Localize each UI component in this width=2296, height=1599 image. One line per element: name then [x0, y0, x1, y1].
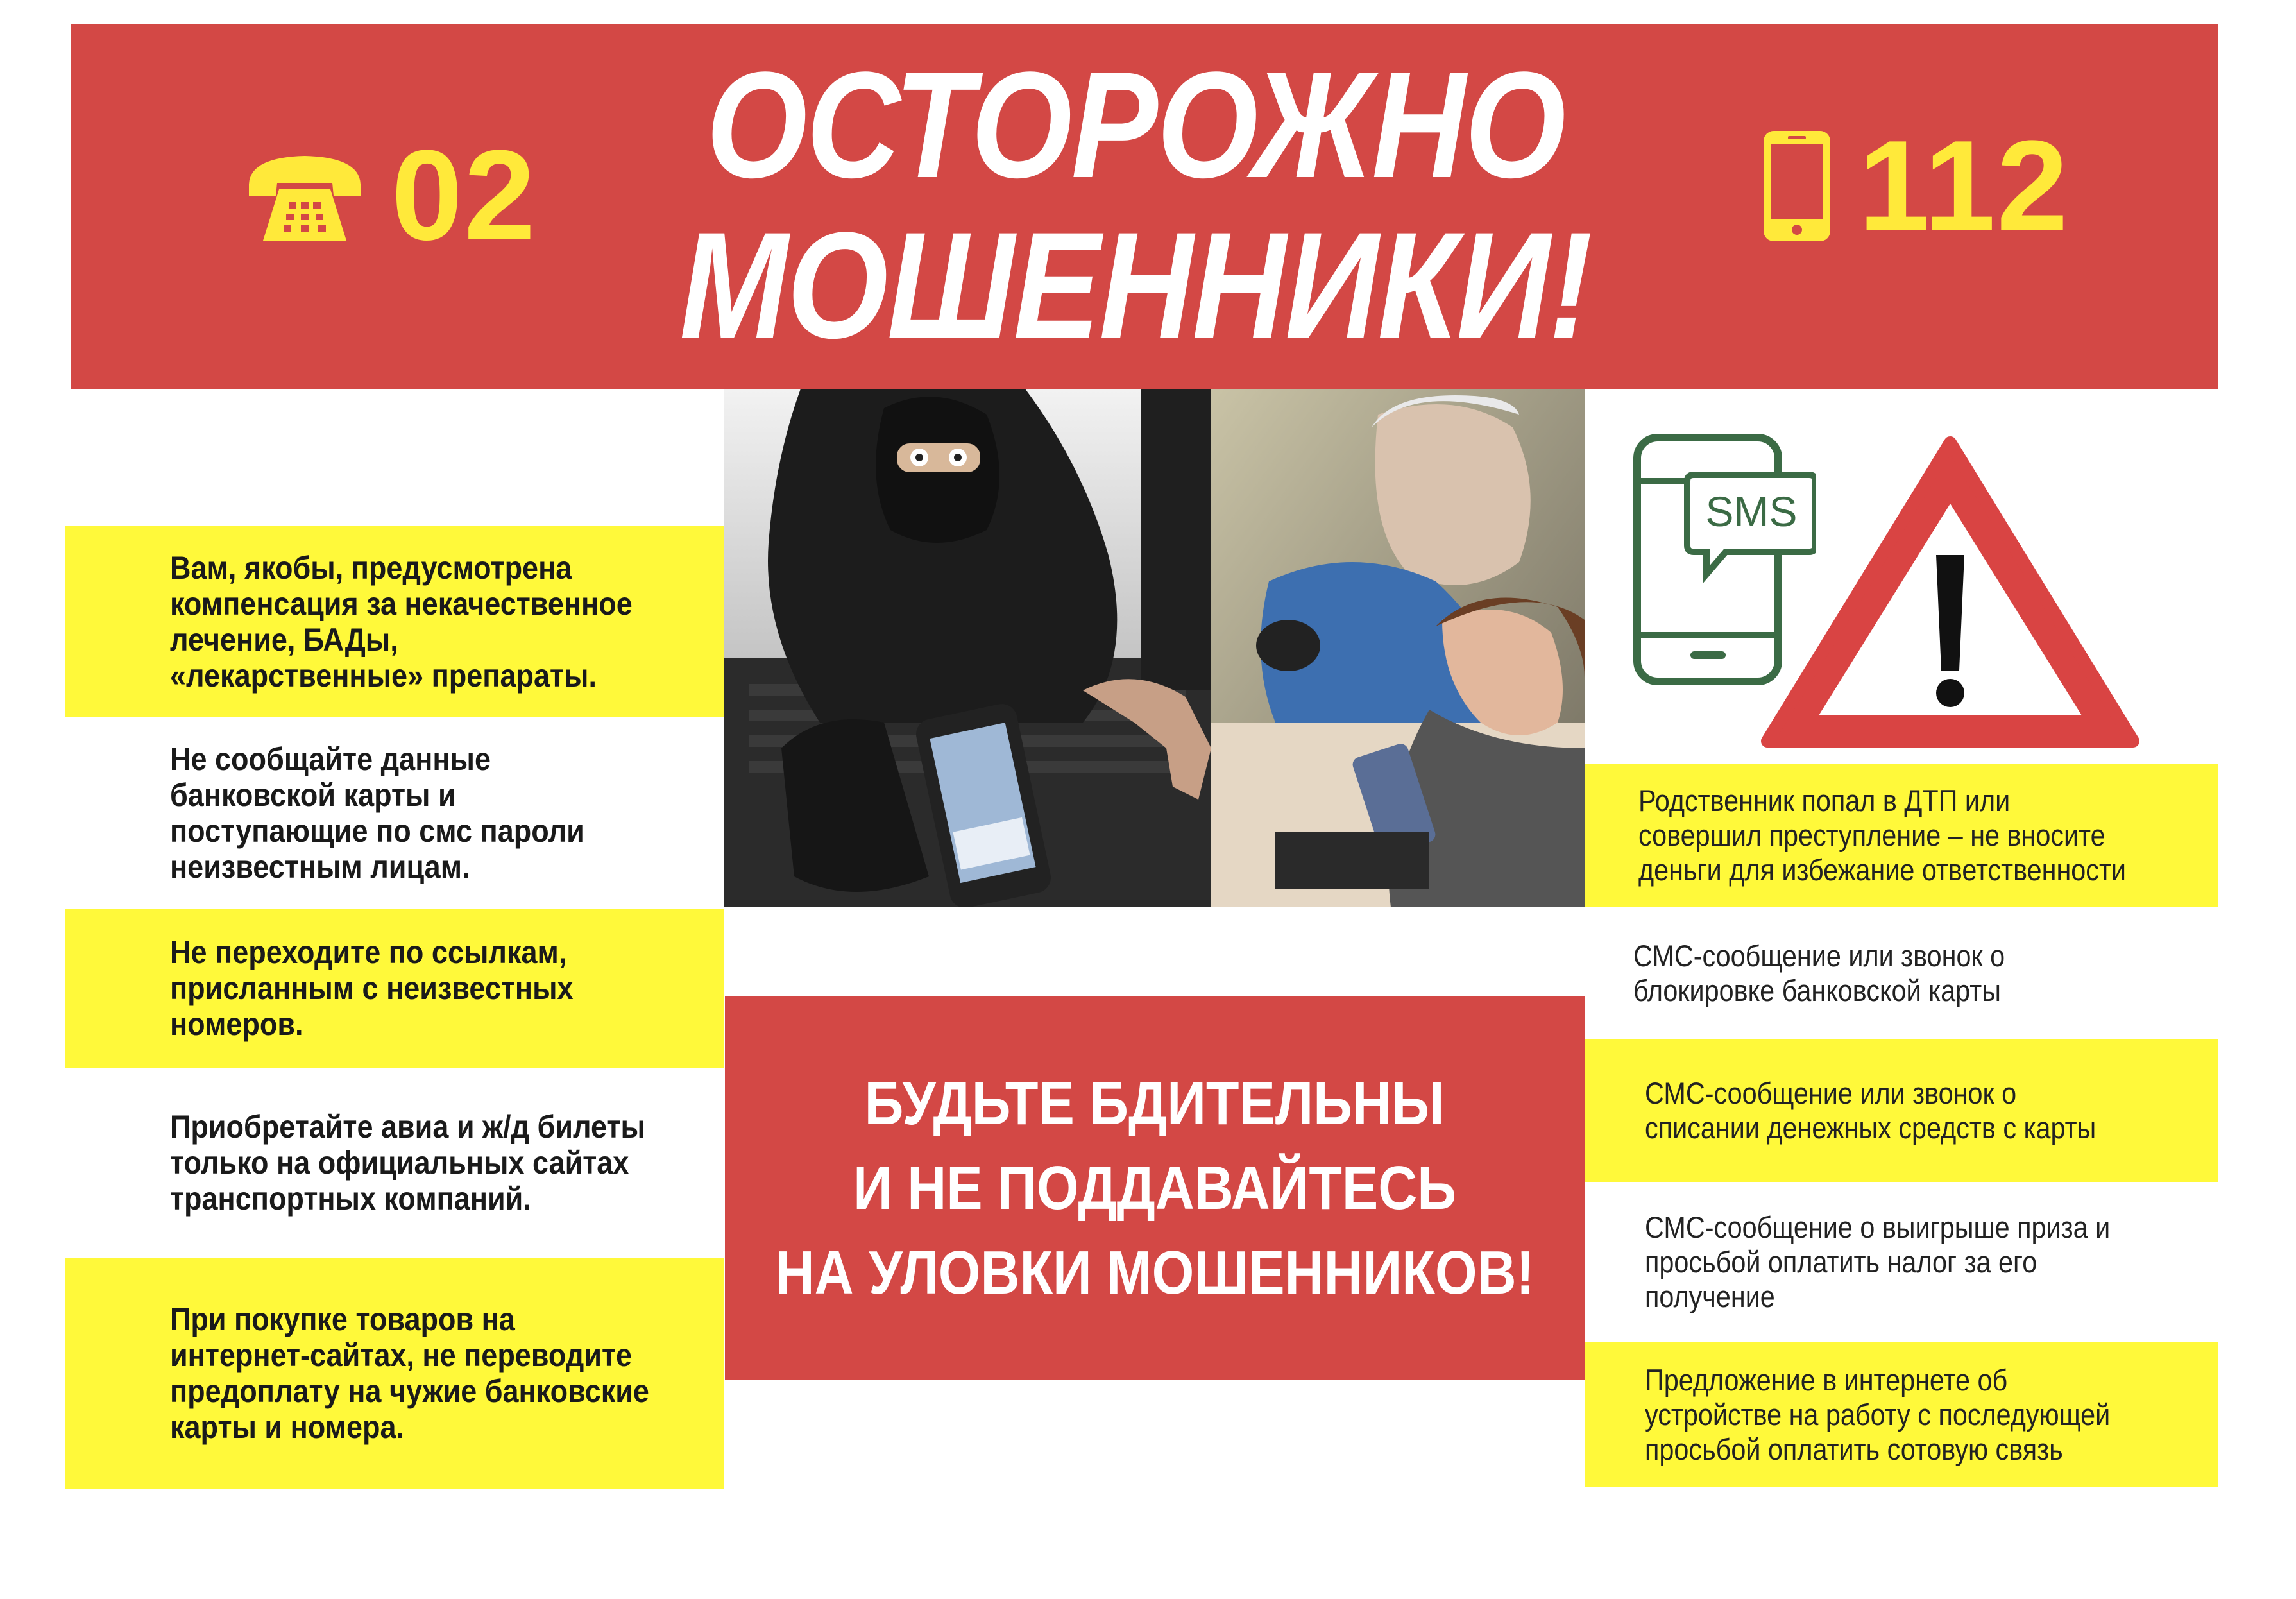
- page-title: [611, 40, 1660, 370]
- scam-text-2: СМС-сообщение или звонок о блокировке банковской карты: [1633, 939, 2005, 1007]
- tip-text-2: Не сообщайте данные банковской карты и поступающие по смс пароли неизвестным лицам.: [170, 741, 584, 885]
- mobile-phone-icon: [1761, 128, 1833, 244]
- callout-line-1: БУДЬТЕ БДИТЕЛЬНЫ: [865, 1069, 1445, 1138]
- warning-callout: [725, 996, 1585, 1380]
- phone-number-02: 02: [391, 124, 537, 267]
- tip-text-5: При покупке товаров на интернет-сайтах, не переводите предоплату на чужие банковские карты и номера.: [170, 1301, 649, 1445]
- telephone-icon: [244, 144, 366, 247]
- callout-line-3: НА УЛОВКИ МОШЕННИКОВ!: [775, 1238, 1535, 1307]
- scam-box-3: [1585, 1039, 2218, 1182]
- tip-box-4: [65, 1068, 724, 1258]
- tip-box-3: [65, 909, 724, 1068]
- scam-text-3: СМС-сообщение или звонок о списании денежных средств с карты: [1645, 1076, 2096, 1145]
- tip-box-5: [65, 1258, 724, 1489]
- tip-text-4: Приобретайте авиа и ж/д билеты только на официальных сайтах транспортных компаний.: [170, 1109, 645, 1217]
- scam-box-1: [1585, 764, 2218, 907]
- police-number: [244, 124, 537, 267]
- title-line-2: МОШЕННИКИ!: [679, 201, 1592, 370]
- sms-warning-graphic: [1617, 423, 2143, 757]
- tip-box-2: [65, 717, 724, 909]
- scam-box-2: [1585, 907, 2218, 1039]
- tip-text-3: Не переходите по ссылкам, присланным с неизвестных номеров.: [170, 934, 574, 1042]
- tip-text-1: Вам, якобы, предусмотрена компенсация за некачественное лечение, БАДы, «лекарственные» препараты.: [170, 550, 633, 694]
- warning-triangle-icon: [1758, 433, 2143, 754]
- sms-label: SMS: [1705, 488, 1798, 535]
- tip-box-1: [65, 526, 724, 717]
- scam-text-4: СМС-сообщение о выигрыше приза и просьбой оплатить налог за его получение: [1645, 1210, 2111, 1313]
- scam-text-5: Предложение в интернете об устройстве на работу с последующей просьбой оплатить сотовую связь: [1645, 1363, 2111, 1466]
- scam-text-1: Родственник попал в ДТП или совершил преступление – не вносите деньги для избежание ответственности: [1638, 783, 2127, 887]
- emergency-number: [1761, 114, 2070, 257]
- callout-line-2: И НЕ ПОДДАВАЙТЕСЬ: [853, 1154, 1456, 1222]
- title-line-1: ОСТОРОЖНО: [706, 40, 1565, 210]
- fraud-photo-collage: [724, 389, 1585, 907]
- phone-number-112: 112: [1858, 114, 2070, 257]
- scam-box-5: [1585, 1342, 2218, 1487]
- scam-box-4: [1585, 1182, 2218, 1342]
